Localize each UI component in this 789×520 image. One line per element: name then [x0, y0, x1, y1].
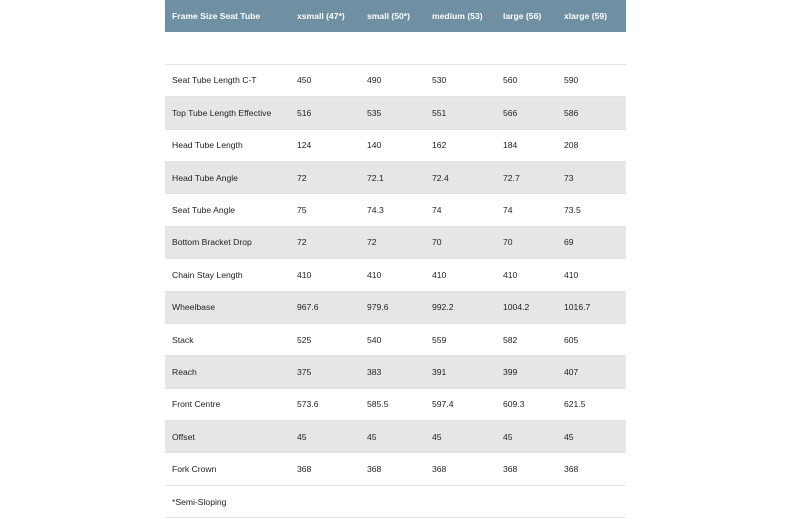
row-value: 490	[367, 75, 382, 86]
row-label: Top Tube Length Effective	[172, 107, 272, 118]
header-small: small (50*)	[367, 11, 410, 22]
table-row	[165, 324, 626, 356]
row-value: 407	[564, 366, 579, 377]
row-value: 605	[564, 334, 579, 345]
row-value: 69	[564, 237, 574, 248]
row-label: Seat Tube Length C-T	[172, 75, 257, 86]
geometry-table	[165, 0, 626, 518]
row-value: 75	[297, 205, 307, 216]
row-value: 74	[432, 205, 442, 216]
footnote-row	[165, 486, 626, 518]
row-value: 979.6	[367, 302, 389, 313]
row-value: 399	[503, 366, 518, 377]
row-value: 45	[367, 431, 377, 442]
row-value: 73	[564, 172, 574, 183]
row-value: 368	[367, 464, 382, 475]
row-label: Chain Stay Length	[172, 269, 243, 280]
row-value: 368	[503, 464, 518, 475]
table-row	[165, 130, 626, 162]
row-value: 450	[297, 75, 312, 86]
row-value: 45	[564, 431, 574, 442]
row-value: 410	[564, 269, 579, 280]
header-xsmall: xsmall (47*)	[297, 11, 345, 22]
row-value: 70	[503, 237, 513, 248]
row-value: 72.1	[367, 172, 384, 183]
row-value: 72.4	[432, 172, 449, 183]
row-value: 1016.7	[564, 302, 591, 313]
row-value: 609.3	[503, 399, 525, 410]
row-label: Fork Crown	[172, 464, 217, 475]
table-row	[165, 421, 626, 453]
table-row	[165, 292, 626, 324]
row-label: Wheelbase	[172, 302, 215, 313]
table-row	[165, 162, 626, 194]
row-value: 410	[432, 269, 447, 280]
row-value: 74	[503, 205, 513, 216]
row-value: 967.6	[297, 302, 319, 313]
row-value: 45	[503, 431, 513, 442]
row-value: 72	[297, 172, 307, 183]
row-value: 582	[503, 334, 518, 345]
row-value: 410	[503, 269, 518, 280]
row-value: 566	[503, 107, 518, 118]
header-xlarge: xlarge (59)	[564, 11, 607, 22]
table-row	[165, 194, 626, 226]
header-frame-size: Frame Size Seat Tube	[172, 11, 261, 22]
row-value: 208	[564, 140, 579, 151]
row-value: 124	[297, 140, 312, 151]
footnote: *Semi-Sloping	[172, 496, 227, 507]
row-value: 992.2	[432, 302, 454, 313]
row-value: 72	[367, 237, 377, 248]
table-header-row	[165, 0, 626, 32]
row-value: 140	[367, 140, 382, 151]
table-row	[165, 453, 626, 485]
row-value: 586	[564, 107, 579, 118]
row-label: Front Centre	[172, 399, 221, 410]
table-row	[165, 97, 626, 129]
row-value: 368	[432, 464, 447, 475]
row-value: 45	[297, 431, 307, 442]
table-row	[165, 259, 626, 291]
table-body	[165, 65, 626, 486]
header-large: large (56)	[503, 11, 542, 22]
row-value: 621.5	[564, 399, 586, 410]
row-value: 70	[432, 237, 442, 248]
row-value: 560	[503, 75, 518, 86]
row-value: 516	[297, 107, 312, 118]
table-row	[165, 356, 626, 388]
row-label: Head Tube Length	[172, 140, 243, 151]
row-value: 590	[564, 75, 579, 86]
row-value: 410	[367, 269, 382, 280]
row-label: Head Tube Angle	[172, 172, 238, 183]
row-value: 1004.2	[503, 302, 530, 313]
table-row	[165, 65, 626, 97]
row-label: Offset	[172, 431, 195, 442]
row-value: 74.3	[367, 205, 384, 216]
row-value: 73.5	[564, 205, 581, 216]
row-value: 573.6	[297, 399, 319, 410]
row-value: 391	[432, 366, 447, 377]
row-value: 383	[367, 366, 382, 377]
row-value: 597.4	[432, 399, 454, 410]
row-value: 375	[297, 366, 312, 377]
row-label: Stack	[172, 334, 194, 345]
table-row	[165, 389, 626, 421]
row-value: 585.5	[367, 399, 389, 410]
row-value: 535	[367, 107, 382, 118]
row-value: 525	[297, 334, 312, 345]
row-value: 410	[297, 269, 312, 280]
row-value: 530	[432, 75, 447, 86]
row-value: 551	[432, 107, 447, 118]
row-value: 368	[297, 464, 312, 475]
header-medium: medium (53)	[432, 11, 483, 22]
row-value: 72	[297, 237, 307, 248]
empty-row	[165, 32, 626, 64]
row-label: Seat Tube Angle	[172, 205, 236, 216]
row-value: 184	[503, 140, 518, 151]
row-value: 368	[564, 464, 579, 475]
row-value: 540	[367, 334, 382, 345]
row-value: 559	[432, 334, 447, 345]
row-value: 72.7	[503, 172, 520, 183]
table-row	[165, 227, 626, 259]
row-value: 45	[432, 431, 442, 442]
row-label: Bottom Bracket Drop	[172, 237, 252, 248]
row-label: Reach	[172, 366, 197, 377]
row-value: 162	[432, 140, 447, 151]
